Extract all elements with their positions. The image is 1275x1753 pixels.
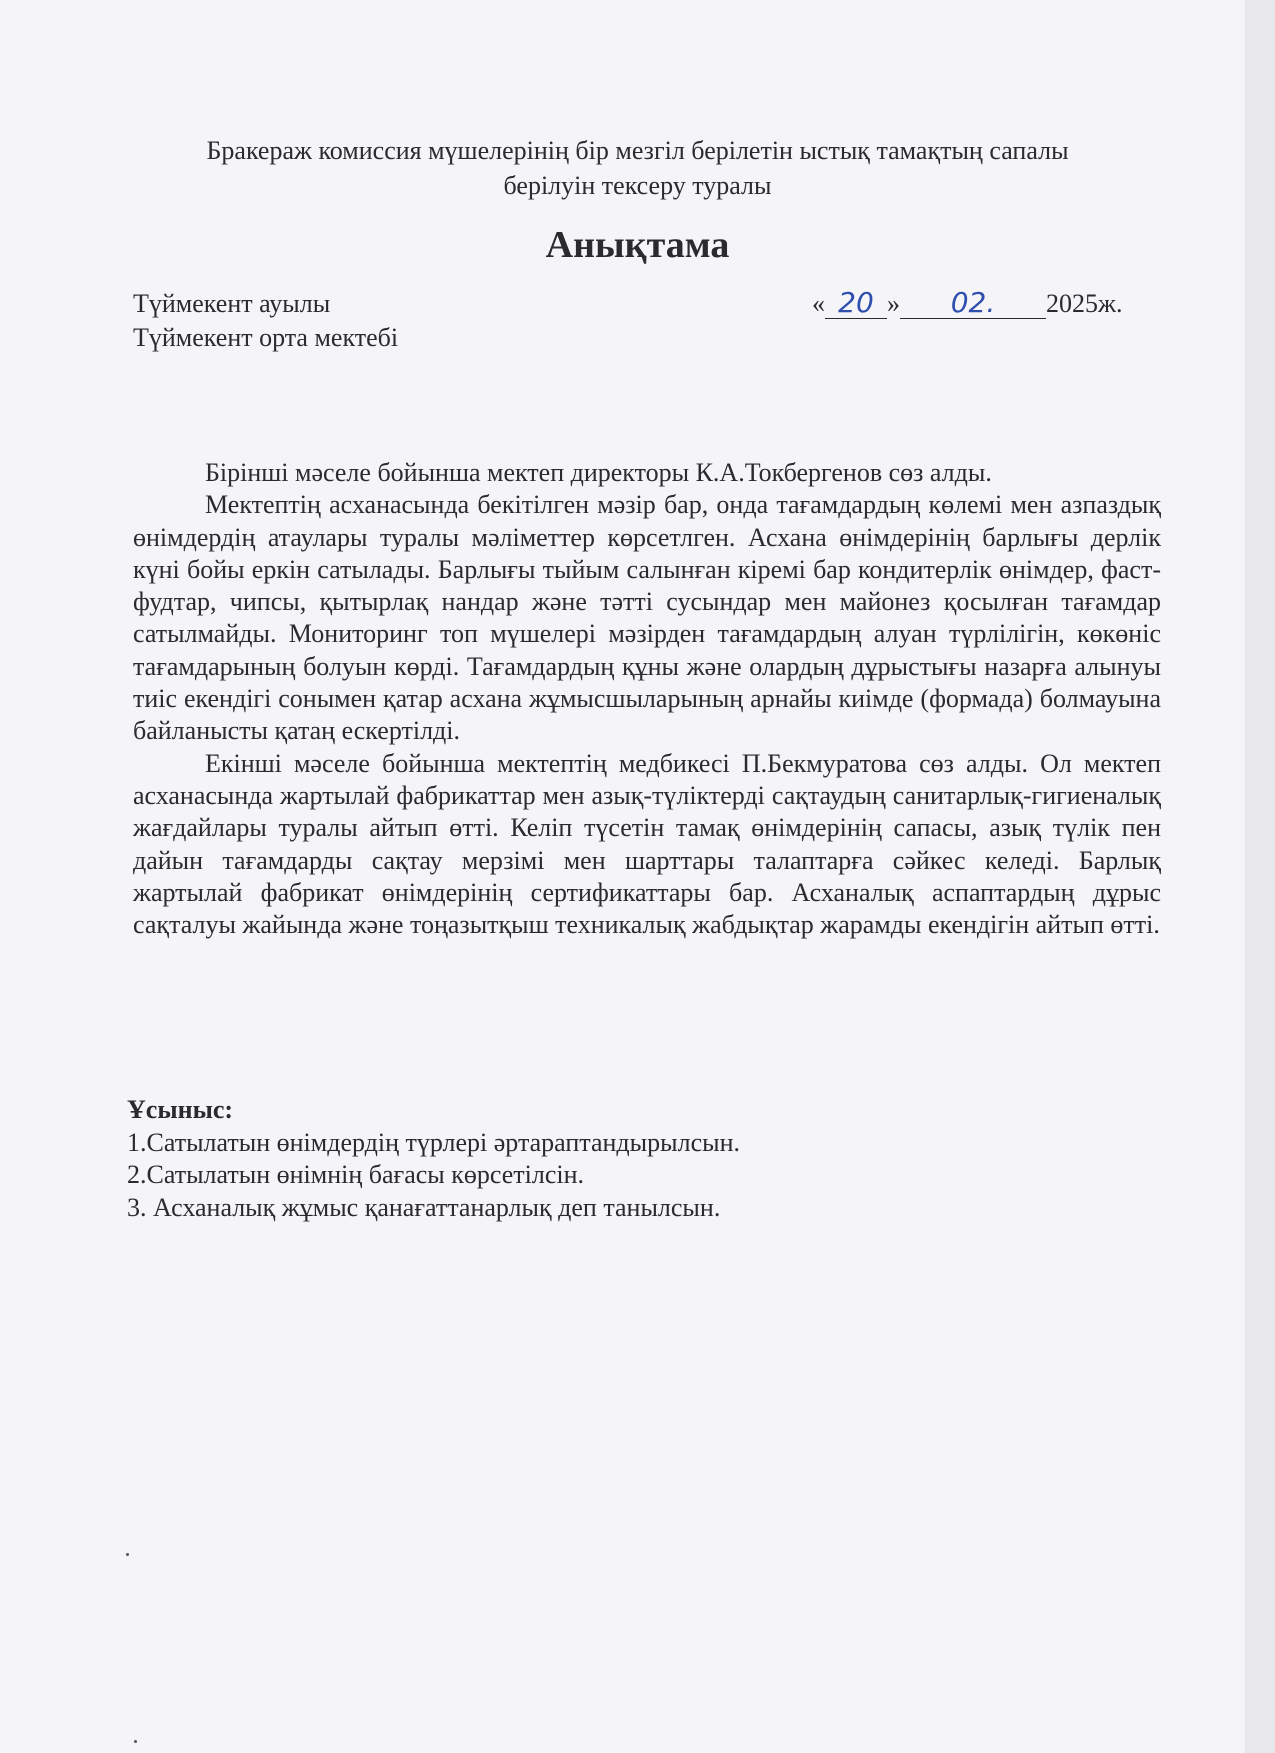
proposal-section — [127, 1094, 740, 1224]
paragraph-first-issue: Бірінші мәселе бойынша мектеп директоры К.А.Токбергенов сөз алды. — [205, 458, 992, 487]
paragraph-canteen-menu: Мектептің асханасында бекітілген мәзір бар, онда тағамдардың көлемі мен азпаздық өнімдердің атаулары туралы мәліметтер көрсетлген. Асхана өнімдерінің барлығы дерлік күні бойы еркін сатылады. Барлығы тыйым салынған кіремі бар кондитерлік өнімдер, фаст-фудтар, чипсы, қытырлақ нандар және тәтті сусындар мен майонез қосылған тағамдар сатылмайды. Мониторинг топ мүшелері мәзірден тағамдардың алуан түрлілігін, көкөніс тағамдарының болуын көрді. Тағамдардың құны және олардың дұрыстығы назарға алынуы тиіс екендігі сонымен қатар асхана жұмысшыларының арнайы киімде (формада) болмауына байланысты қатаң ескертілді. — [133, 490, 1161, 746]
scan-speck — [134, 1740, 137, 1743]
heading-line-1: Бракераж комиссия мүшелерінің бір мезгіл берілетін ыстық тамақтың сапалы — [206, 136, 1069, 165]
date-open-quote: « — [812, 289, 825, 318]
date-close-quote: » — [887, 289, 900, 318]
proposal-item: 3. Асханалық жұмыс қанағаттанарлық деп танылсын. — [127, 1192, 721, 1222]
scan-edge — [1245, 0, 1275, 1753]
document-title: Анықтама — [545, 224, 730, 266]
school-name: Түймекент орта мектебі — [133, 323, 399, 352]
paragraph-second-issue: Екінші мәселе бойынша мектептің медбикесі П.Бекмуратова сөз алды. Ол мектеп асханасында жартылай фабрикаттар мен азық-түліктерді сақтаудың санитарлық-гигиеналық жағдайлары туралы айтып өтті. Келіп түсетін тамақ өнімдерінің сапасы, азық түлік пен дайын тағамдарды сақтау мерзімі мен шарттары талаптарға сәйкес келеді. Барлық жартылай фабрикат өнімдерінің сертификаттары бар. Асханалық аспаптардың дұрыс сақталуы жайында және тоңазытқыш техникалық жабдықтар жарамды екендігін айтып өтті. — [133, 748, 1161, 940]
proposal-title: Ұсыныс: — [127, 1095, 234, 1124]
village-name: Түймекент ауылы — [133, 289, 331, 318]
heading-line-2: берілуін тексеру туралы — [503, 171, 772, 200]
proposal-item: 2.Сатылатын өнімнің бағасы көрсетілсін. — [127, 1160, 585, 1189]
scan-speck — [126, 1553, 129, 1556]
proposal-item: 1.Сатылатын өнімдердің түрлері әртараптандырылсын. — [127, 1127, 740, 1157]
date-year: 2025ж. — [1046, 289, 1123, 318]
document-body — [133, 457, 1161, 941]
date-day-handwritten: 20 — [825, 288, 887, 319]
date-month-handwritten: 02. — [900, 288, 1046, 319]
document-date — [812, 287, 1122, 321]
